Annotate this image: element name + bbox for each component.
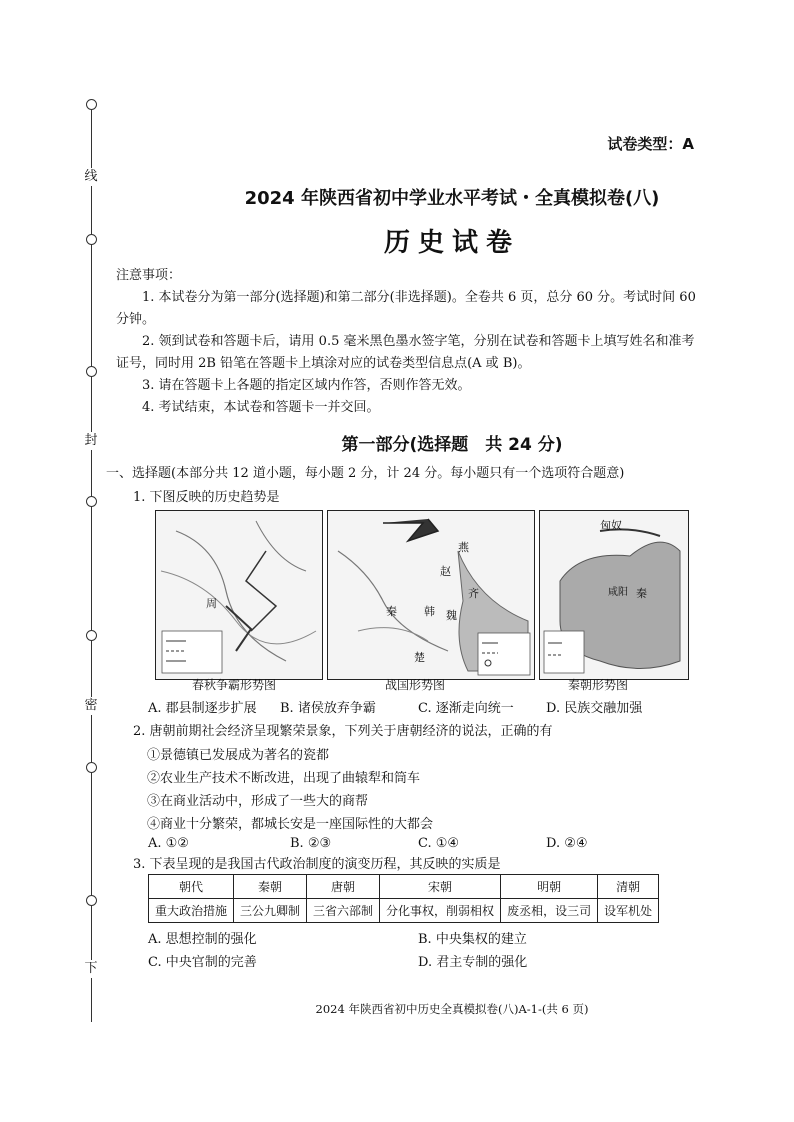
political-system-table xyxy=(148,874,659,923)
option-a: A. 思想控制的强化 xyxy=(148,932,257,947)
binding-hole xyxy=(86,496,97,507)
table-cell: 三公九卿制 xyxy=(234,899,307,923)
exam-title: 2024 年陕西省初中学业水平考试・全真模拟卷(八) xyxy=(244,188,660,209)
table-cell: 分化事权，削弱相权 xyxy=(380,899,501,923)
map-warring-states-drawing xyxy=(328,511,534,679)
table-cell: 设军机处 xyxy=(598,899,659,923)
statement: ①景德镇已发展成为著名的瓷都 xyxy=(147,748,330,763)
table-header-cell: 朝代 xyxy=(149,875,234,899)
binding-hole xyxy=(86,234,97,245)
map-caption: 秦朝形势图 xyxy=(568,678,629,692)
binding-hole xyxy=(86,630,97,641)
map-qin-dynasty xyxy=(539,510,689,680)
subject-title: 历史试卷 xyxy=(383,228,520,258)
table-header-cell: 明朝 xyxy=(501,875,598,899)
table-header-row xyxy=(149,875,659,899)
binding-hole xyxy=(86,99,97,110)
question-1-maps xyxy=(155,510,690,688)
table-header-cell: 宋朝 xyxy=(380,875,501,899)
map-caption: 战国形势图 xyxy=(385,678,446,692)
statement: ③在商业活动中，形成了一些大的商帮 xyxy=(147,794,369,809)
map-caption: 春秋争霸形势图 xyxy=(192,678,277,692)
map-label: 匈奴 xyxy=(600,519,622,532)
instructions-heading: 注意事项： xyxy=(116,268,182,283)
binding-char: 密 xyxy=(82,697,100,715)
option-b: B. 中央集权的建立 xyxy=(418,932,527,947)
question-1-stem: 1. 下图反映的历史趋势是 xyxy=(133,490,280,505)
map-label: 楚 xyxy=(414,651,425,664)
table-cell: 废丞相，设三司 xyxy=(501,899,598,923)
table-header-cell: 秦朝 xyxy=(234,875,307,899)
option-c: C. 中央官制的完善 xyxy=(148,955,257,970)
paper-type-label: 试卷类型：A xyxy=(607,135,694,153)
map-label: 魏 xyxy=(446,609,457,622)
binding-hole xyxy=(86,895,97,906)
option-d: D. ②④ xyxy=(546,836,588,851)
page-footer: 2024 年陕西省初中历史全真模拟卷(八)A-1-(共 6 页) xyxy=(315,1002,589,1016)
statement: ②农业生产技术不断改进，出现了曲辕犁和筒车 xyxy=(147,771,421,786)
instruction-item: 1. 本试卷分为第一部分(选择题)和第二部分(非选择题)。全卷共 6 页，总分 60 分。考试时间 60 分钟。 xyxy=(116,290,696,327)
table-cell: 三省六部制 xyxy=(307,899,380,923)
option-a: A. 郡县制逐步扩展 xyxy=(148,701,257,716)
option-a: A. ①② xyxy=(148,836,189,851)
map-spring-autumn-drawing xyxy=(156,511,322,679)
binding-char: 下 xyxy=(82,960,100,978)
option-b: B. 诸侯放弃争霸 xyxy=(280,701,376,716)
map-label: 秦 xyxy=(386,605,397,618)
option-c: C. ①④ xyxy=(418,836,460,851)
binding-margin xyxy=(0,0,110,1122)
binding-char: 封 xyxy=(82,432,100,450)
map-spring-autumn xyxy=(155,510,323,680)
option-b: B. ②③ xyxy=(290,836,332,851)
option-c: C. 逐渐走向统一 xyxy=(418,701,514,716)
map-label: 韩 xyxy=(424,605,435,618)
map-label: 燕 xyxy=(458,541,469,554)
option-d: D. 民族交融加强 xyxy=(546,701,643,716)
instruction-item: 2. 领到试卷和答题卡后，请用 0.5 毫米黑色墨水签字笔，分别在试卷和答题卡上填写姓名和准考证号，同时用 2B 铅笔在答题卡上填涂对应的试卷类型信息点(A 或 B)。 xyxy=(116,334,695,371)
map-warring-states xyxy=(327,510,535,680)
table-header-cell: 唐朝 xyxy=(307,875,380,899)
section-heading: 一、选择题(本部分共 12 道小题，每小题 2 分，计 24 分。每小题只有一个选项符合题意) xyxy=(106,466,625,481)
binding-hole xyxy=(86,366,97,377)
instructions xyxy=(116,265,698,419)
question-3-stem: 3. 下表呈现的是我国古代政治制度的演变历程，其反映的实质是 xyxy=(133,857,501,872)
map-label: 赵 xyxy=(440,565,451,578)
binding-char: 线 xyxy=(82,168,100,186)
map-label: 齐 xyxy=(468,587,479,600)
statement: ④商业十分繁荣，都城长安是一座国际性的大都会 xyxy=(147,817,434,832)
part-one-heading: 第一部分(选择题 共 24 分) xyxy=(341,435,563,455)
instruction-item: 3. 请在答题卡上各题的指定区域内作答，否则作答无效。 xyxy=(142,378,471,393)
table-cell: 重大政治措施 xyxy=(149,899,234,923)
question-2-stem: 2. 唐朝前期社会经济呈现繁荣景象，下列关于唐朝经济的说法，正确的有 xyxy=(133,724,553,739)
table-row xyxy=(149,899,659,923)
map-label: 秦 xyxy=(636,587,647,600)
table-header-cell: 清朝 xyxy=(598,875,659,899)
binding-hole xyxy=(86,762,97,773)
instruction-item: 4. 考试结束，本试卷和答题卡一并交回。 xyxy=(142,400,380,415)
option-d: D. 君主专制的强化 xyxy=(418,955,528,970)
map-label: 咸阳 xyxy=(608,587,628,598)
map-label: 周 xyxy=(206,597,217,610)
